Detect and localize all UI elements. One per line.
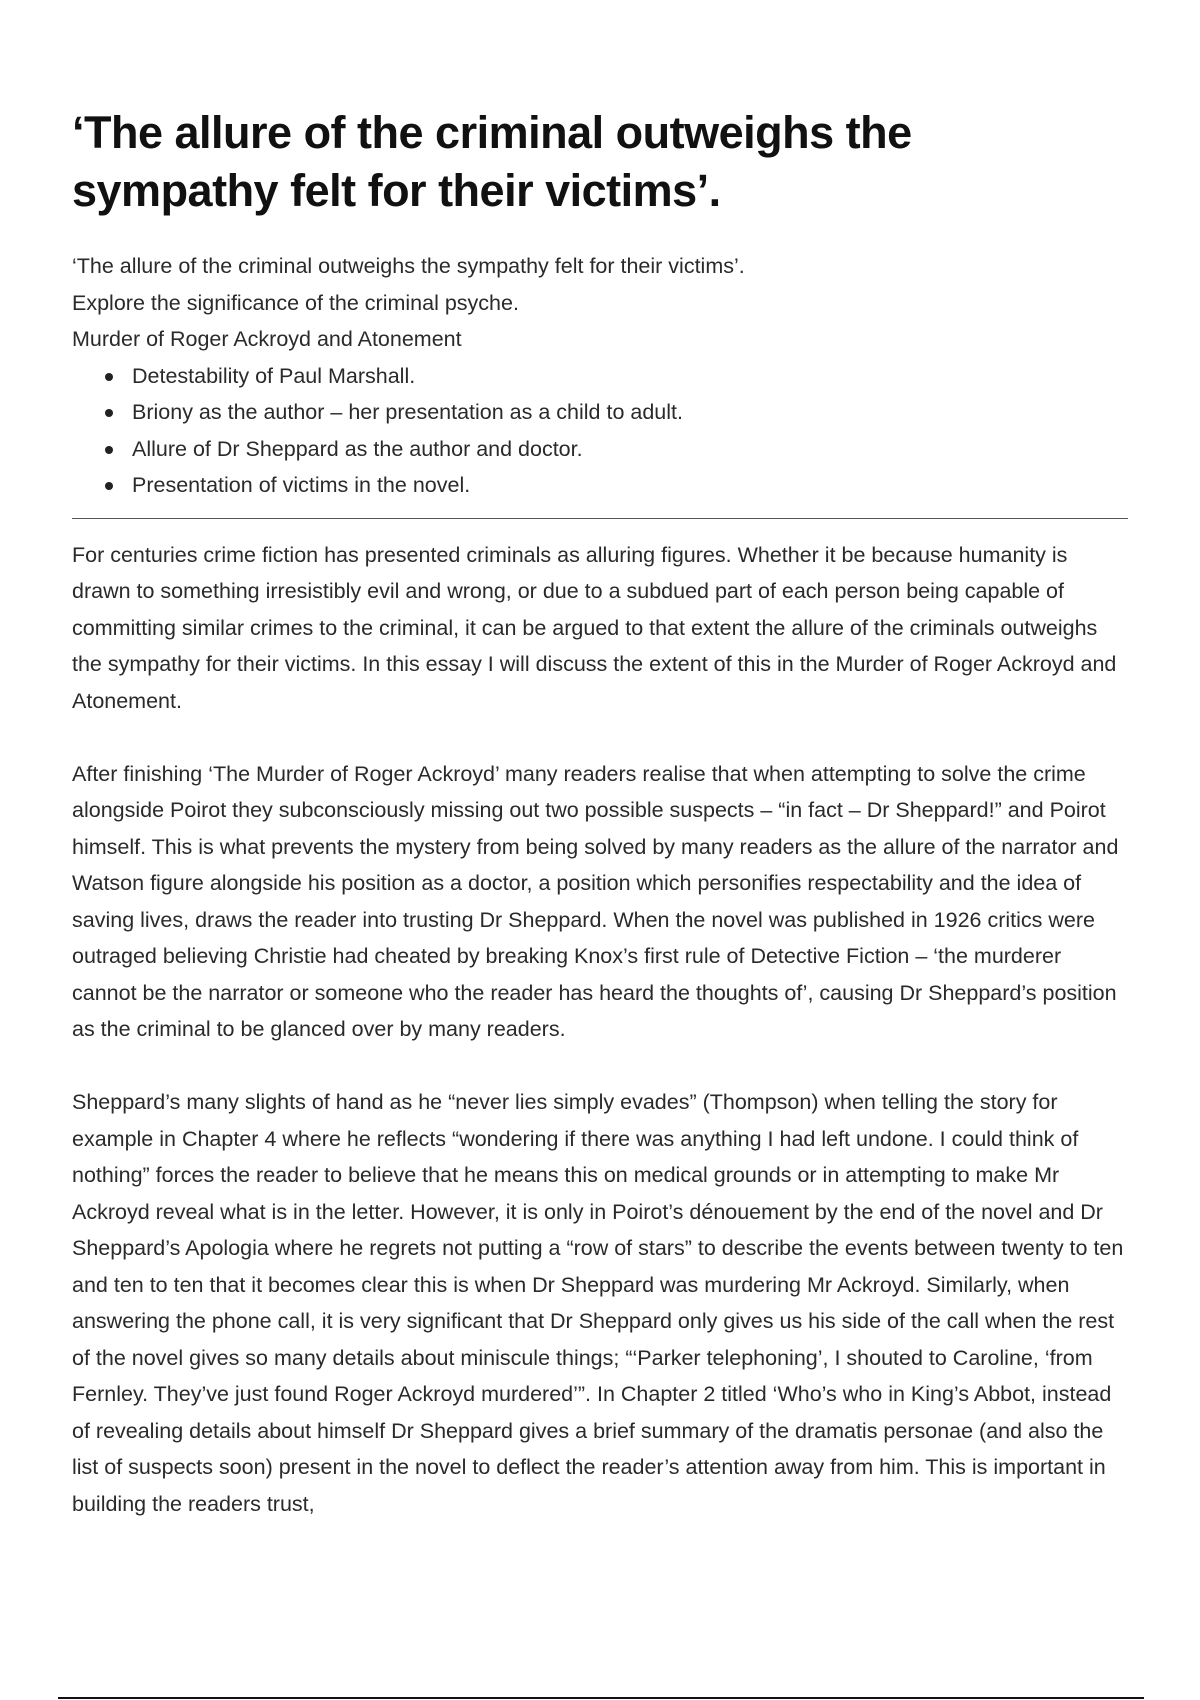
essay-paragraph: Sheppard’s many slights of hand as he “never lies simply evades” (Thompson) when telling the story for example in Chapter 4 where he reflects “wondering if there was anything I had left undone. I could think of nothing” forces the reader to believe that he means this on medical grounds or in attempting to make Mr Ackroyd reveal what is in the letter. However, it is only in Poirot’s dénouement by the end of the novel and Dr Sheppard’s Apologia where he regrets not putting a “row of stars” to describe the events between twenty to ten and ten to ten that it becomes clear this is when Dr Sheppard was murdering Mr Ackroyd. Similarly, when answering the phone call, it is very significant that Dr Sheppard only gives us his side of the call when the rest of the novel gives so many details about miniscule things; “‘Parker telephoning’, I shouted to Caroline, ‘from Fernley. They’ve just found Roger Ackroyd murdered’”. In Chapter 2 titled ‘Who’s who in King’s Abbot, instead of revealing details about himself Dr Sheppard gives a brief summary of the dramatis personae (and also the list of suspects soon) present in the novel to deflect the reader’s attention away from him. This is important in building the readers trust, (72, 1090, 1124, 1516)
bullet-dot-icon (105, 409, 113, 417)
plan-bullet-text: Allure of Dr Sheppard as the author and doctor. (132, 436, 583, 461)
essay-paragraph: For centuries crime fiction has presented criminals as alluring figures. Whether it be because humanity is drawn to something irresistibly evil and wrong, or due to a subdued part of each person being capable of committing similar crimes to the criminal, it can be argued to that extent the allure of the criminals outweighs the sympathy for their victims. In this essay I will discuss the extent of this in the Murder of Roger Ackroyd and Atonement. (72, 542, 1117, 713)
bullet-dot-icon (105, 373, 113, 381)
plan-bullet-item (72, 394, 1128, 431)
essay-body (72, 537, 1128, 1523)
page-bottom-divider (58, 1697, 1144, 1699)
document-page (72, 104, 1128, 1559)
plan-bullet-text: Presentation of victims in the novel. (132, 473, 471, 497)
plan-bullet-item (72, 467, 1128, 504)
prompt-task: Explore the significance of the criminal psyche. (72, 290, 519, 315)
essay-prompt (72, 248, 1128, 504)
essay-paragraph: After finishing ‘The Murder of Roger Ackroyd’ many readers realise that when attempting to solve the crime alongside Poirot they subconsciously missing out two possible suspects – “in fact – Dr Sheppard!” and Poirot himself. This is what prevents the mystery from being solved by many readers as the allure of the narrator and Watson figure alongside his position as a doctor, a position which personifies respectability and the idea of saving lives, draws the reader into trusting Dr Sheppard. When the novel was published in 1926 critics were outraged believing Christie had cheated by breaking Knox’s first rule of Detective Fiction – ‘the murderer cannot be the narrator or someone who the reader has heard the thoughts of’, causing Dr Sheppard’s position as the criminal to be glanced over by many readers. (72, 761, 1119, 1041)
plan-bullet-item (72, 431, 1128, 468)
bullet-dot-icon (105, 446, 113, 454)
bullet-dot-icon (105, 482, 113, 490)
plan-bullet-text: Briony as the author – her presentation as a child to adult. (132, 400, 683, 424)
section-divider (72, 518, 1128, 519)
prompt-question: ‘The allure of the criminal outweighs the sympathy felt for their victims’. (72, 254, 745, 278)
plan-bullet-item (72, 358, 1128, 395)
plan-bullet-text: Detestability of Paul Marshall. (132, 363, 416, 388)
prompt-texts: Murder of Roger Ackroyd and Atonement (72, 327, 462, 351)
page-title: ‘The allure of the criminal outweighs the sympathy felt for their victims’. (72, 107, 912, 216)
plan-bullet-list (72, 358, 1128, 504)
